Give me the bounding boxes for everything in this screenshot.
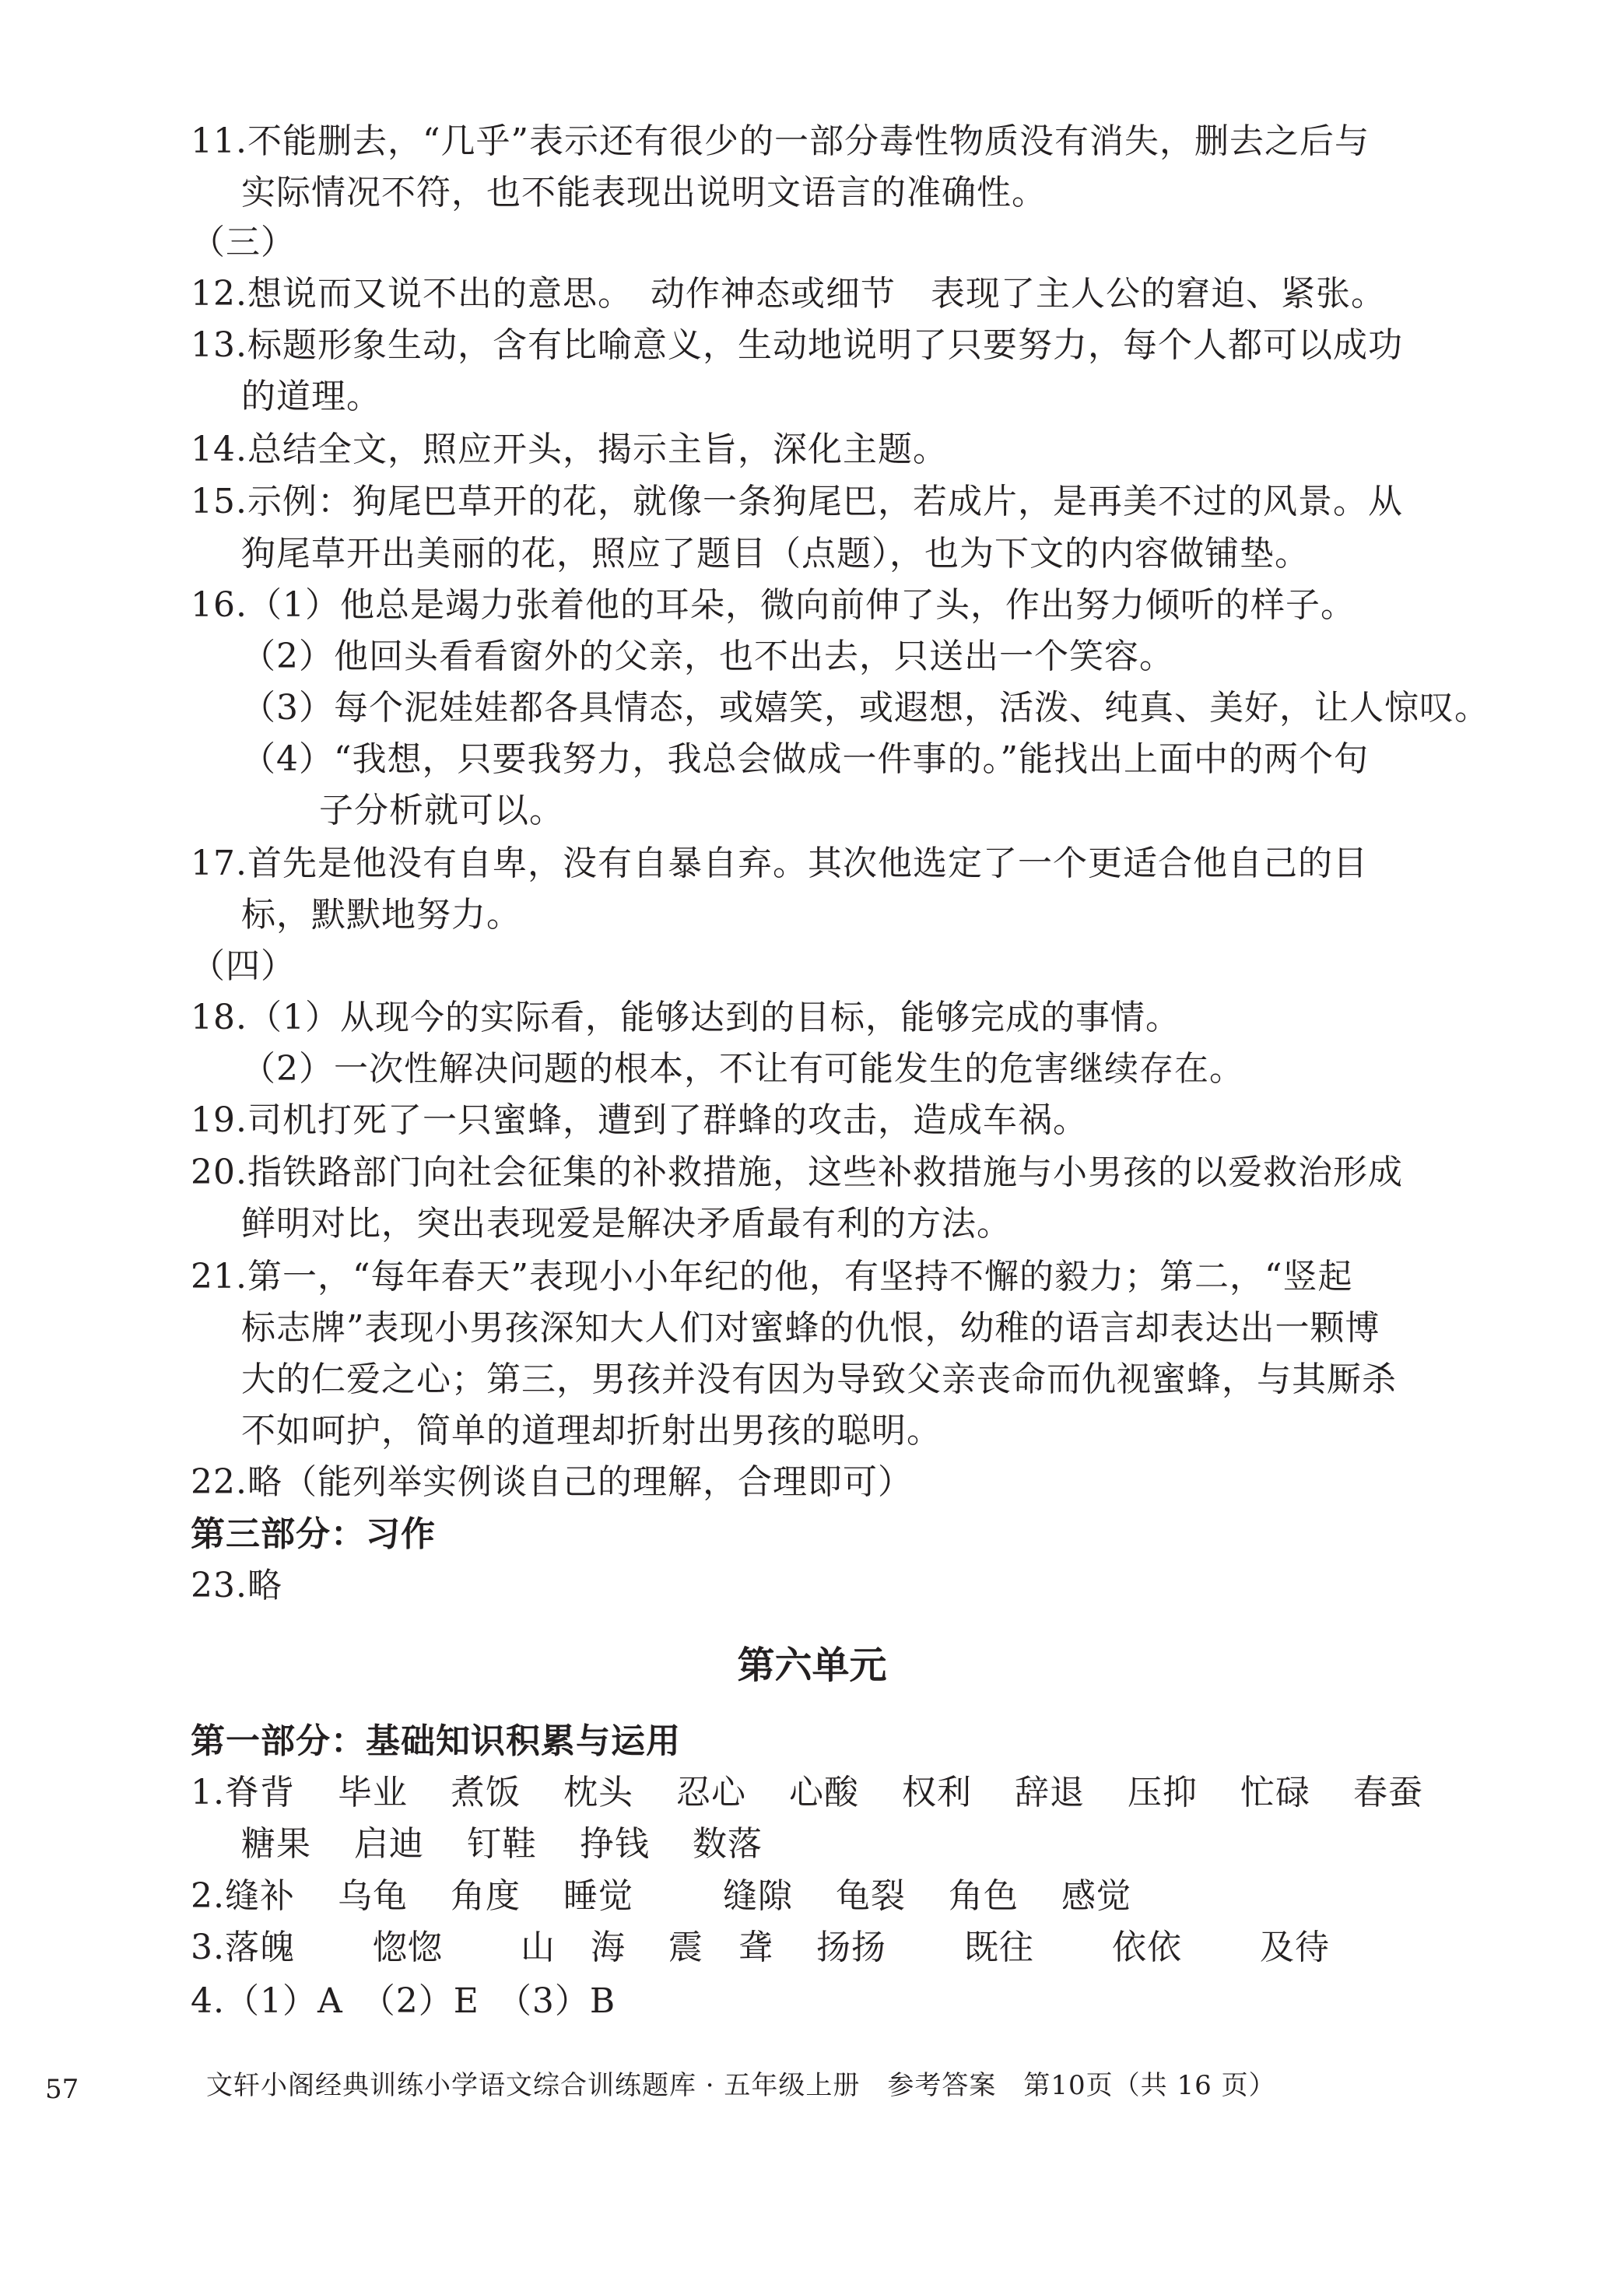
answer-line: （2）一次性解决问题的根本，不让有可能发生的危害继续存在。: [241, 1049, 1244, 1089]
vocab-word: 感觉: [1061, 1876, 1131, 1916]
vocab-word: 压抑: [1127, 1773, 1198, 1812]
vocab-word: 缝隙: [722, 1876, 793, 1916]
answer-line: 实际情况不符，也不能表现出说明文语言的准确性。: [241, 173, 1047, 212]
vocab-word: 忙碌: [1240, 1773, 1310, 1812]
answer-line: 的道理。: [241, 377, 381, 416]
answer-line: 11.不能删去，“几乎”表示还有很少的一部分毒性物质没有消失，删去之后与: [191, 121, 1370, 161]
answer-line: （4）“我想，只要我努力，我总会做成一件事的。”能找出上面中的两个句: [241, 739, 1369, 779]
vocab-line: [191, 1872, 1174, 1921]
vocab-word: 数落: [693, 1824, 763, 1864]
vocab-word: 依依: [1111, 1928, 1182, 1967]
vocab-word: 忍心: [675, 1773, 746, 1812]
page-number: 57: [45, 2074, 79, 2105]
vocab-word: 缝补: [224, 1876, 295, 1916]
footer-text: 文轩小阁经典训练小学语文综合训练题库 · 五年级上册 参考答案 第10页（共 16 页）: [206, 2070, 1276, 2101]
answer-line: （三）: [191, 223, 296, 262]
answer-line: 子分析就可以。: [319, 791, 564, 830]
section-heading: 第一部分：基础知识积累与运用: [191, 1721, 681, 1761]
section-heading: 第三部分：习作: [191, 1514, 436, 1554]
vocab-number: 3.: [191, 1928, 225, 1967]
answer-line: 不如呵护，简单的道理却折射出男孩的聪明。: [241, 1411, 942, 1451]
answer-line: （2）他回头看看窗外的父亲，也不出去，只送出一个笑容。: [241, 637, 1174, 676]
answer-line: （3）每个泥娃娃都各具情态，或嬉笑，或遐想，活泼、纯真、美好，让人惊叹。: [241, 688, 1489, 728]
answer-line: 23.略: [191, 1566, 282, 1605]
vocab-line: [191, 1923, 1408, 1973]
vocab-word: 落魄: [224, 1928, 295, 1967]
vocab-word: 煮饭: [450, 1773, 521, 1812]
answer-line: 13.标题形象生动，含有比喻意义，生动地说明了只要努力，每个人都可以成功: [191, 325, 1403, 365]
answer-line: 22.略（能列举实例谈自己的理解，合理即可）: [191, 1462, 913, 1502]
vocab-number: 1.: [191, 1773, 225, 1812]
vocab-word: 钉鞋: [467, 1824, 537, 1864]
vocab-word: 山 海: [520, 1928, 626, 1967]
answer-line: 鲜明对比，突出表现爱是解决矛盾最有利的方法。: [241, 1204, 1012, 1244]
vocab-word: 乌龟: [337, 1876, 408, 1916]
answer-line: 17.首先是他没有自卑，没有自暴自弃。其次他选定了一个更适合他自己的目: [191, 844, 1368, 883]
answer-line: 16.（1）他总是竭力张着他的耳朵，微向前伸了头，作出努力倾听的样子。: [191, 585, 1356, 625]
vocab-word: 扬扬: [816, 1928, 886, 1967]
vocab-word: 既往: [963, 1928, 1034, 1967]
unit-title: 第六单元: [737, 1644, 887, 1687]
answer-line: 21.第一，“每年春天”表现小小年纪的他，有坚持不懈的毅力；第二，“竖起: [191, 1257, 1353, 1296]
vocab-word: 角色: [948, 1876, 1019, 1916]
answer-line: 标志牌”表现小男孩深知大人们对蜜蜂的仇恨，幼稚的语言却表达出一颗博: [241, 1308, 1380, 1348]
vocab-word: 震 聋: [668, 1928, 773, 1967]
answer-line: 20.指铁路部门向社会征集的补救措施，这些补救措施与小男孩的以爱救治形成: [191, 1153, 1403, 1192]
answer-line: 标，默默地努力。: [241, 895, 521, 935]
vocab-word: 龟裂: [835, 1876, 906, 1916]
vocab-word: 春蚕: [1352, 1773, 1423, 1812]
vocab-word: 权利: [901, 1773, 972, 1812]
answer-line: 15.示例：狗尾巴草开的花，就像一条狗尾巴，若成片，是再美不过的风景。从: [191, 482, 1403, 521]
answer-line: 18.（1）从现今的实际看，能够达到的目标，能够完成的事情。: [191, 998, 1180, 1037]
vocab-word: 挣钱: [580, 1824, 650, 1864]
vocab-number: 2.: [191, 1876, 225, 1916]
answer-line: 12.想说而又说不出的意思。 动作神态或细节 表现了主人公的窘迫、紧张。: [191, 274, 1386, 314]
vocab-word: 及待: [1259, 1928, 1330, 1967]
vocab-word: 惚惚: [372, 1928, 443, 1967]
answer-line: 14.总结全文，照应开头，揭示主旨，深化主题。: [191, 430, 948, 469]
vocab-word: 糖果: [241, 1824, 311, 1864]
answer-line: 19.司机打死了一只蜜蜂，遭到了群蜂的攻击，造成车祸。: [191, 1100, 1088, 1140]
vocab-word: 辞退: [1014, 1773, 1085, 1812]
vocab-word: 毕业: [337, 1773, 408, 1812]
vocab-word: 枕头: [563, 1773, 633, 1812]
vocab-line: [191, 1768, 1466, 1818]
vocab-word: 脊背: [224, 1773, 295, 1812]
vocab-line: [241, 1819, 805, 1869]
vocab-word: 心酸: [788, 1773, 859, 1812]
vocab-word: 睡觉: [563, 1876, 633, 1916]
vocab-word: 角度: [450, 1876, 521, 1916]
answer-q4: 4.（1）A （2）E （3）B: [191, 1981, 616, 2021]
answer-line: 狗尾草开出美丽的花，照应了题目（点题），也为下文的内容做铺垫。: [241, 534, 1310, 574]
answer-line: （四）: [191, 946, 296, 986]
answer-line: 大的仁爱之心；第三，男孩并没有因为导致父亲丧命而仇视蜜蜂，与其厮杀: [241, 1360, 1397, 1399]
vocab-word: 启迪: [354, 1824, 424, 1864]
